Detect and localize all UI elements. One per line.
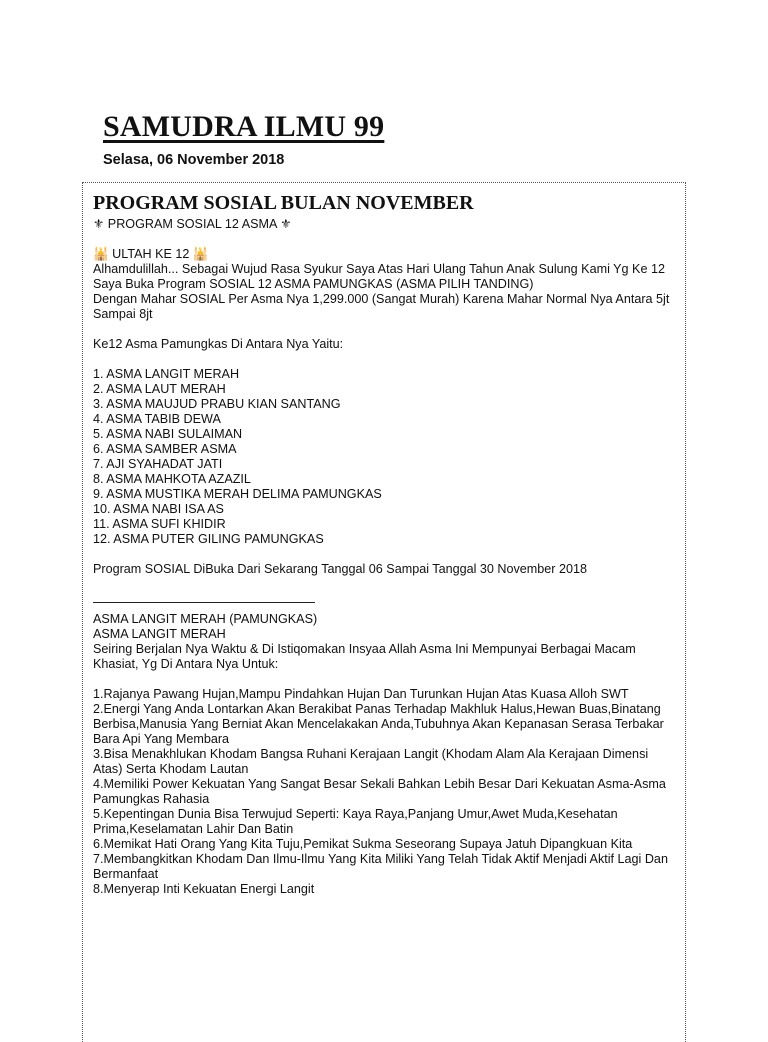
list-item: 7. AJI SYAHADAT JATI <box>93 457 223 471</box>
intro-paragraph-2: Saya Buka Program SOSIAL 12 ASMA PAMUNGKAS (ASMA PILIH TANDING) <box>93 277 534 291</box>
section-title: ASMA LANGIT MERAH (PAMUNGKAS) <box>93 612 318 626</box>
benefit-item: 3.Bisa Menakhlukan Khodam Bangsa Ruhani Kerajaan Langit (Khodam Alam Ala Kerajaan Dimensi Atas) Serta Khodam Lautan <box>93 747 649 776</box>
benefit-item: 5.Kepentingan Dunia Bisa Terwujud Seperti: Kaya Raya,Panjang Umur,Awet Muda,Kesehatan Prima,Keselamatan Lahir Dan Batin <box>93 807 618 836</box>
benefit-item: 2.Energi Yang Anda Lontarkan Akan Berakibat Panas Terhadap Makhluk Halus,Hewan Buas,Binatang Berbisa,Manusia Yang Berniat Akan Mencelakakan Anda,Tubuhnya Akan Kepanasan Serasa Terbakar Bara Api Yang Membara <box>93 702 664 746</box>
list-item: 8. ASMA MAHKOTA AZAZIL <box>93 472 251 486</box>
list-item: 1. ASMA LANGIT MERAH <box>93 367 240 381</box>
post-body <box>93 190 678 897</box>
intro-paragraph-3: Dengan Mahar SOSIAL Per Asma Nya 1,299.000 (Sangat Murah) Karena Mahar Normal Nya Antara 5jt Sampai 8jt <box>93 292 670 321</box>
list-item: 2. ASMA LAUT MERAH <box>93 382 226 396</box>
list-item: 3. ASMA MAUJUD PRABU KIAN SANTANG <box>93 397 341 411</box>
list-item: 12. ASMA PUTER GILING PAMUNGKAS <box>93 532 324 546</box>
section-intro: Seiring Berjalan Nya Waktu & Di Istiqomakan Insyaa Allah Asma Ini Mempunyai Berbagai Macam Khasiat, Yg Di Antara Nya Untuk: <box>93 642 636 671</box>
blog-title[interactable]: SAMUDRA ILMU 99 <box>103 110 385 143</box>
list-item: 6. ASMA SAMBER ASMA <box>93 442 237 456</box>
benefit-item: 8.Menyerap Inti Kekuatan Energi Langit <box>93 882 315 896</box>
post-heading[interactable]: PROGRAM SOSIAL BULAN NOVEMBER <box>93 192 474 214</box>
asma-list <box>93 367 678 547</box>
list-item: 11. ASMA SUFI KHIDIR <box>93 517 226 531</box>
ultah-line: 🕌 ULTAH KE 12 🕌 <box>93 247 209 261</box>
list-intro: Ke12 Asma Pamungkas Di Antara Nya Yaitu: <box>93 337 344 351</box>
benefit-item: 7.Membangkitkan Khodam Dan Ilmu-Ilmu Yang Kita Miliki Yang Telah Tidak Aktif Menjadi Aktif Lagi Dan Bermanfaat <box>93 852 668 881</box>
section-subtitle: ASMA LANGIT MERAH <box>93 627 226 641</box>
benefit-item: 1.Rajanya Pawang Hujan,Mampu Pindahkan Hujan Dan Turunkan Hujan Atas Kuasa Alloh SWT <box>93 687 629 701</box>
benefit-item: 4.Memiliki Power Kekuatan Yang Sangat Besar Sekali Bahkan Lebih Besar Dari Kekuatan Asma-Asma Pamungkas Rahasia <box>93 777 666 806</box>
program-dates: Program SOSIAL DiBuka Dari Sekarang Tanggal 06 Sampai Tanggal 30 November 2018 <box>93 562 588 576</box>
list-item: 4. ASMA TABIB DEWA <box>93 412 221 426</box>
section-divider <box>93 592 315 603</box>
list-item: 5. ASMA NABI SULAIMAN <box>93 427 243 441</box>
post-date: Selasa, 06 November 2018 <box>103 152 285 168</box>
benefit-item: 6.Memikat Hati Orang Yang Kita Tuju,Pemikat Sukma Seseorang Supaya Jatuh Dipangkuan Kita <box>93 837 633 851</box>
intro-paragraph-1: Alhamdulillah... Sebagai Wujud Rasa Syukur Saya Atas Hari Ulang Tahun Anak Sulung Kami Yg Ke 12 <box>93 262 665 276</box>
list-item: 9. ASMA MUSTIKA MERAH DELIMA PAMUNGKAS <box>93 487 382 501</box>
post-subheading: ⚜ PROGRAM SOSIAL 12 ASMA ⚜ <box>93 217 292 231</box>
list-item: 10. ASMA NABI ISA AS <box>93 502 224 516</box>
